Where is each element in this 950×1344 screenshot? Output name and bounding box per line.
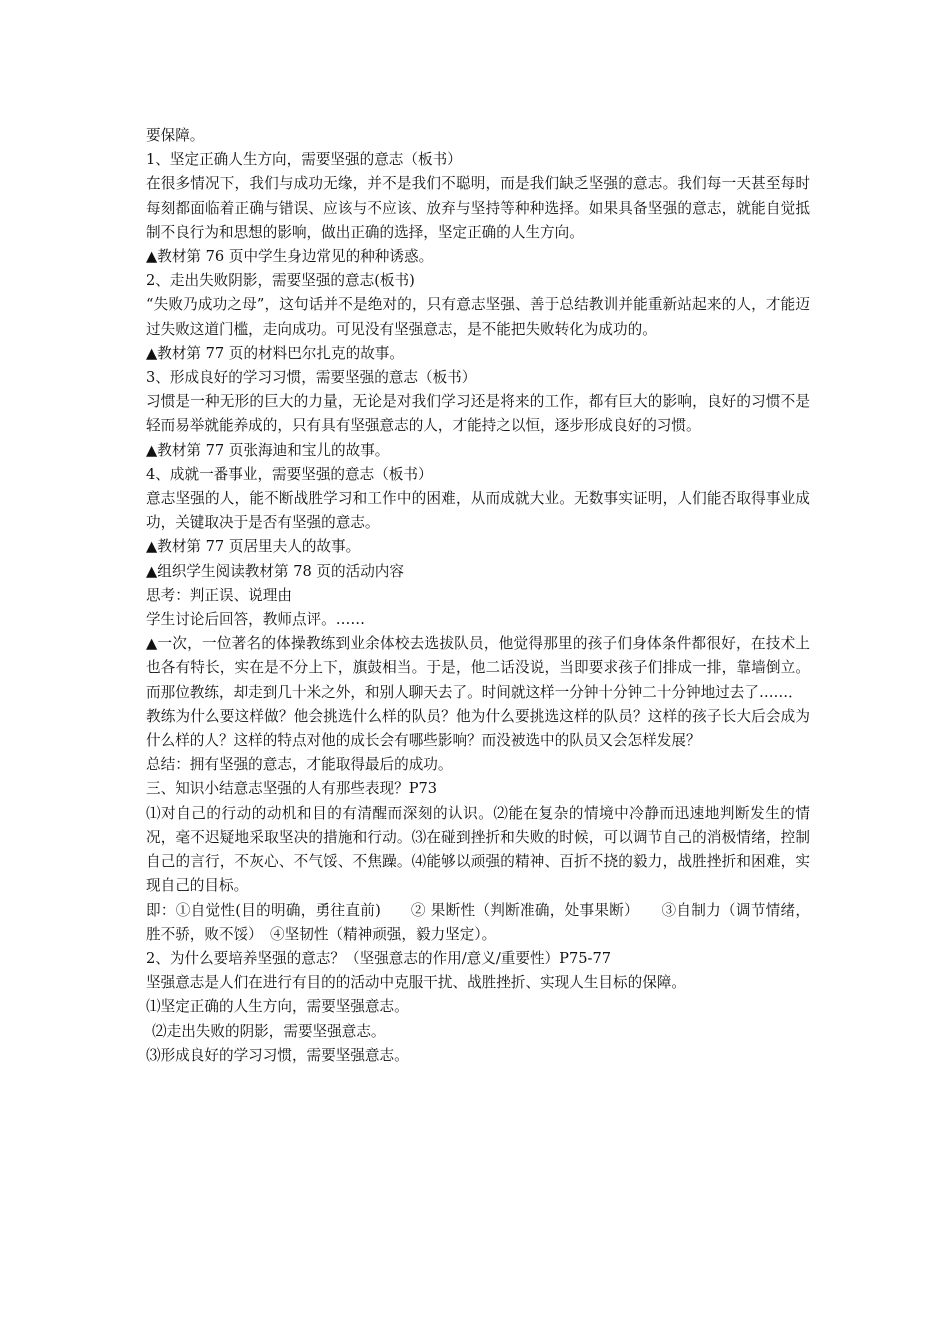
paragraph: 即：①自觉性(目的明确，勇往直前) ② 果断性（判断准确，处事果断） ③自制力（调节情绪，胜不骄，败不馁） ④坚韧性（精神顽强，毅力坚定）。 [146,901,810,943]
heading-3: 3、形成良好的学习习惯，需要坚强的意志（板书） [146,369,477,387]
textbook-note: ▲教材第 77 页居里夫人的故事。 [146,538,361,556]
paragraph: 思考：判正误、说理由 [146,586,292,604]
textbook-note: ▲教材第 77 页的材料巴尔扎克的故事。 [146,344,404,362]
list-item: ⑴坚定正确的人生方向，需要坚强意志。 [146,998,409,1016]
document-body [146,124,810,1068]
paragraph: ⑴对自己的行动的动机和目的有清醒而深刻的认识。⑵能在复杂的情境中冷静而迅速地判断发生的情况，毫不迟疑地采取坚决的措施和行动。⑶在碰到挫折和失败的时候，可以调节自己的消极情绪，控制自己的言行，不灰心、不气馁、不焦躁。⑷能够以顽强的精神、百折不挠的毅力，战胜挫折和困难，实现自己的目标。 [146,804,810,895]
paragraph: 意志坚强的人，能不断战胜学习和工作中的困难，从而成就大业。无数事实证明，人们能否取得事业成功，关键取决于是否有坚强的意志。 [146,490,810,532]
paragraph: 坚强意志是人们在进行有目的的活动中克服干扰、战胜挫折、实现人生目标的保障。 [146,974,686,992]
textbook-note: ▲教材第 77 页张海迪和宝儿的故事。 [146,441,390,459]
list-item: ⑵走出失败的阴影，需要坚强意志。 [152,1022,386,1040]
story-paragraph: ▲一次，一位著名的体操教练到业余体校去选拔队员，他觉得那里的孩子们身体条件都很好，在技术上也各有特长，实在是不分上下，旗鼓相当。于是，他二话没说，当即要求孩子们排成一排，靠墙倒立。而那位教练，却走到几十米之外，和别人聊天去了。时间就这样一分钟十分钟二十分钟地过去了……． [146,635,810,701]
summary-paragraph: 总结：拥有坚强的意志，才能取得最后的成功。 [146,756,453,774]
paragraph: “失败乃成功之母”，这句话并不是绝对的，只有意志坚强、善于总结教训并能重新站起来的人，才能迈过失败这道门槛，走向成功。可见没有坚强意志，是不能把失败转化为成功的。 [146,296,810,338]
paragraph: 在很多情况下，我们与成功无缘，并不是我们不聪明，而是我们缺乏坚强的意志。我们每一天甚至每时每刻都面临着正确与错误、应该与不应该、放弃与坚持等种种选择。如果具备坚强的意志，就能自觉抵制不良行为和思想的影响，做出正确的选择，坚定正确的人生方向。 [146,175,810,241]
questions-paragraph: 教练为什么要这样做？他会挑选什么样的队员？他为什么要挑选这样的队员？这样的孩子长大后会成为什么样的人？这样的特点对他的成长会有哪些影响？而没被选中的队员又会怎样发展？ [146,707,810,750]
heading-4: 4、成就一番事业，需要坚强的意志（板书） [146,465,433,483]
heading-2: 2、为什么要培养坚强的意志？（坚强意志的作用/意义/重要性）P75-77 [146,949,612,967]
textbook-note: ▲教材第 76 页中学生身边常见的种种诱惑。 [146,248,434,266]
heading-1: 1、坚定正确人生方向，需要坚强的意志（板书） [146,151,462,169]
heading-2: 2、走出失败阴影，需要坚强的意志(板书) [146,272,415,290]
paragraph: 习惯是一种无形的巨大的力量，无论是对我们学习还是将来的工作，都有巨大的影响，良好的习惯不是轻而易举就能养成的，只有具有坚强意志的人，才能持之以恒，逐步形成良好的习惯。 [146,393,810,435]
paragraph: 学生讨论后回答，教师点评。…… [146,611,365,629]
paragraph: 要保障。 [146,127,205,144]
textbook-note: ▲组织学生阅读教材第 78 页的活动内容 [146,562,404,580]
list-item: ⑶形成良好的学习习惯，需要坚强意志。 [146,1046,409,1064]
section-heading: 三、知识小结意志坚强的人有那些表现？P73 [146,780,438,798]
